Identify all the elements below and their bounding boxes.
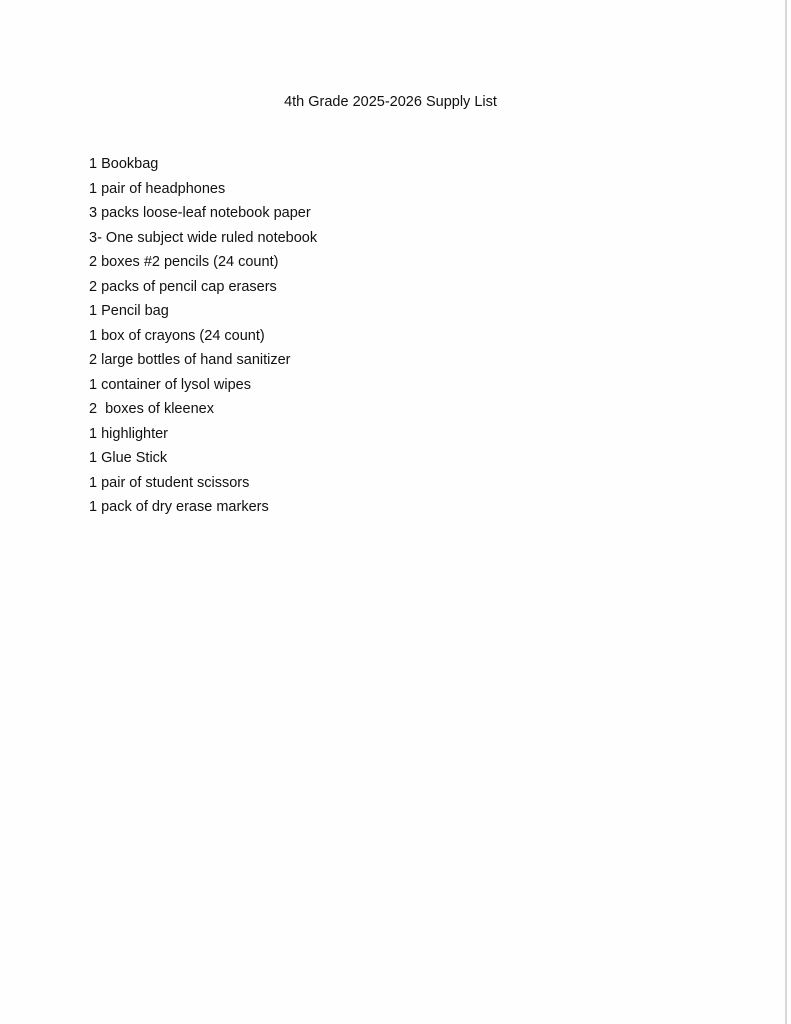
list-item: 2 large bottles of hand sanitizer xyxy=(89,352,291,368)
list-item: 3- One subject wide ruled notebook xyxy=(89,229,318,246)
list-item: 1 box of crayons (24 count) xyxy=(89,327,265,344)
page-title: 4th Grade 2025-2026 Supply List xyxy=(284,94,497,110)
list-item: 1 highlighter xyxy=(89,425,168,442)
list-item: 1 Bookbag xyxy=(89,156,159,172)
list-item: 1 pair of headphones xyxy=(89,180,226,197)
list-item: 2 boxes #2 pencils (24 count) xyxy=(89,254,279,270)
supply-list xyxy=(89,154,317,522)
list-item: 1 Pencil bag xyxy=(89,303,169,319)
list-item: 2 boxes of kleenex xyxy=(89,401,214,417)
list-item: 1 container of lysol wipes xyxy=(89,376,251,393)
list-item: 1 pair of student scissors xyxy=(89,474,250,491)
page-edge xyxy=(785,0,787,1024)
list-item: 3 packs loose-leaf notebook paper xyxy=(89,205,311,221)
list-item: 1 Glue Stick xyxy=(89,450,168,466)
list-item: 1 pack of dry erase markers xyxy=(89,499,269,515)
list-item: 2 packs of pencil cap erasers xyxy=(89,278,277,295)
